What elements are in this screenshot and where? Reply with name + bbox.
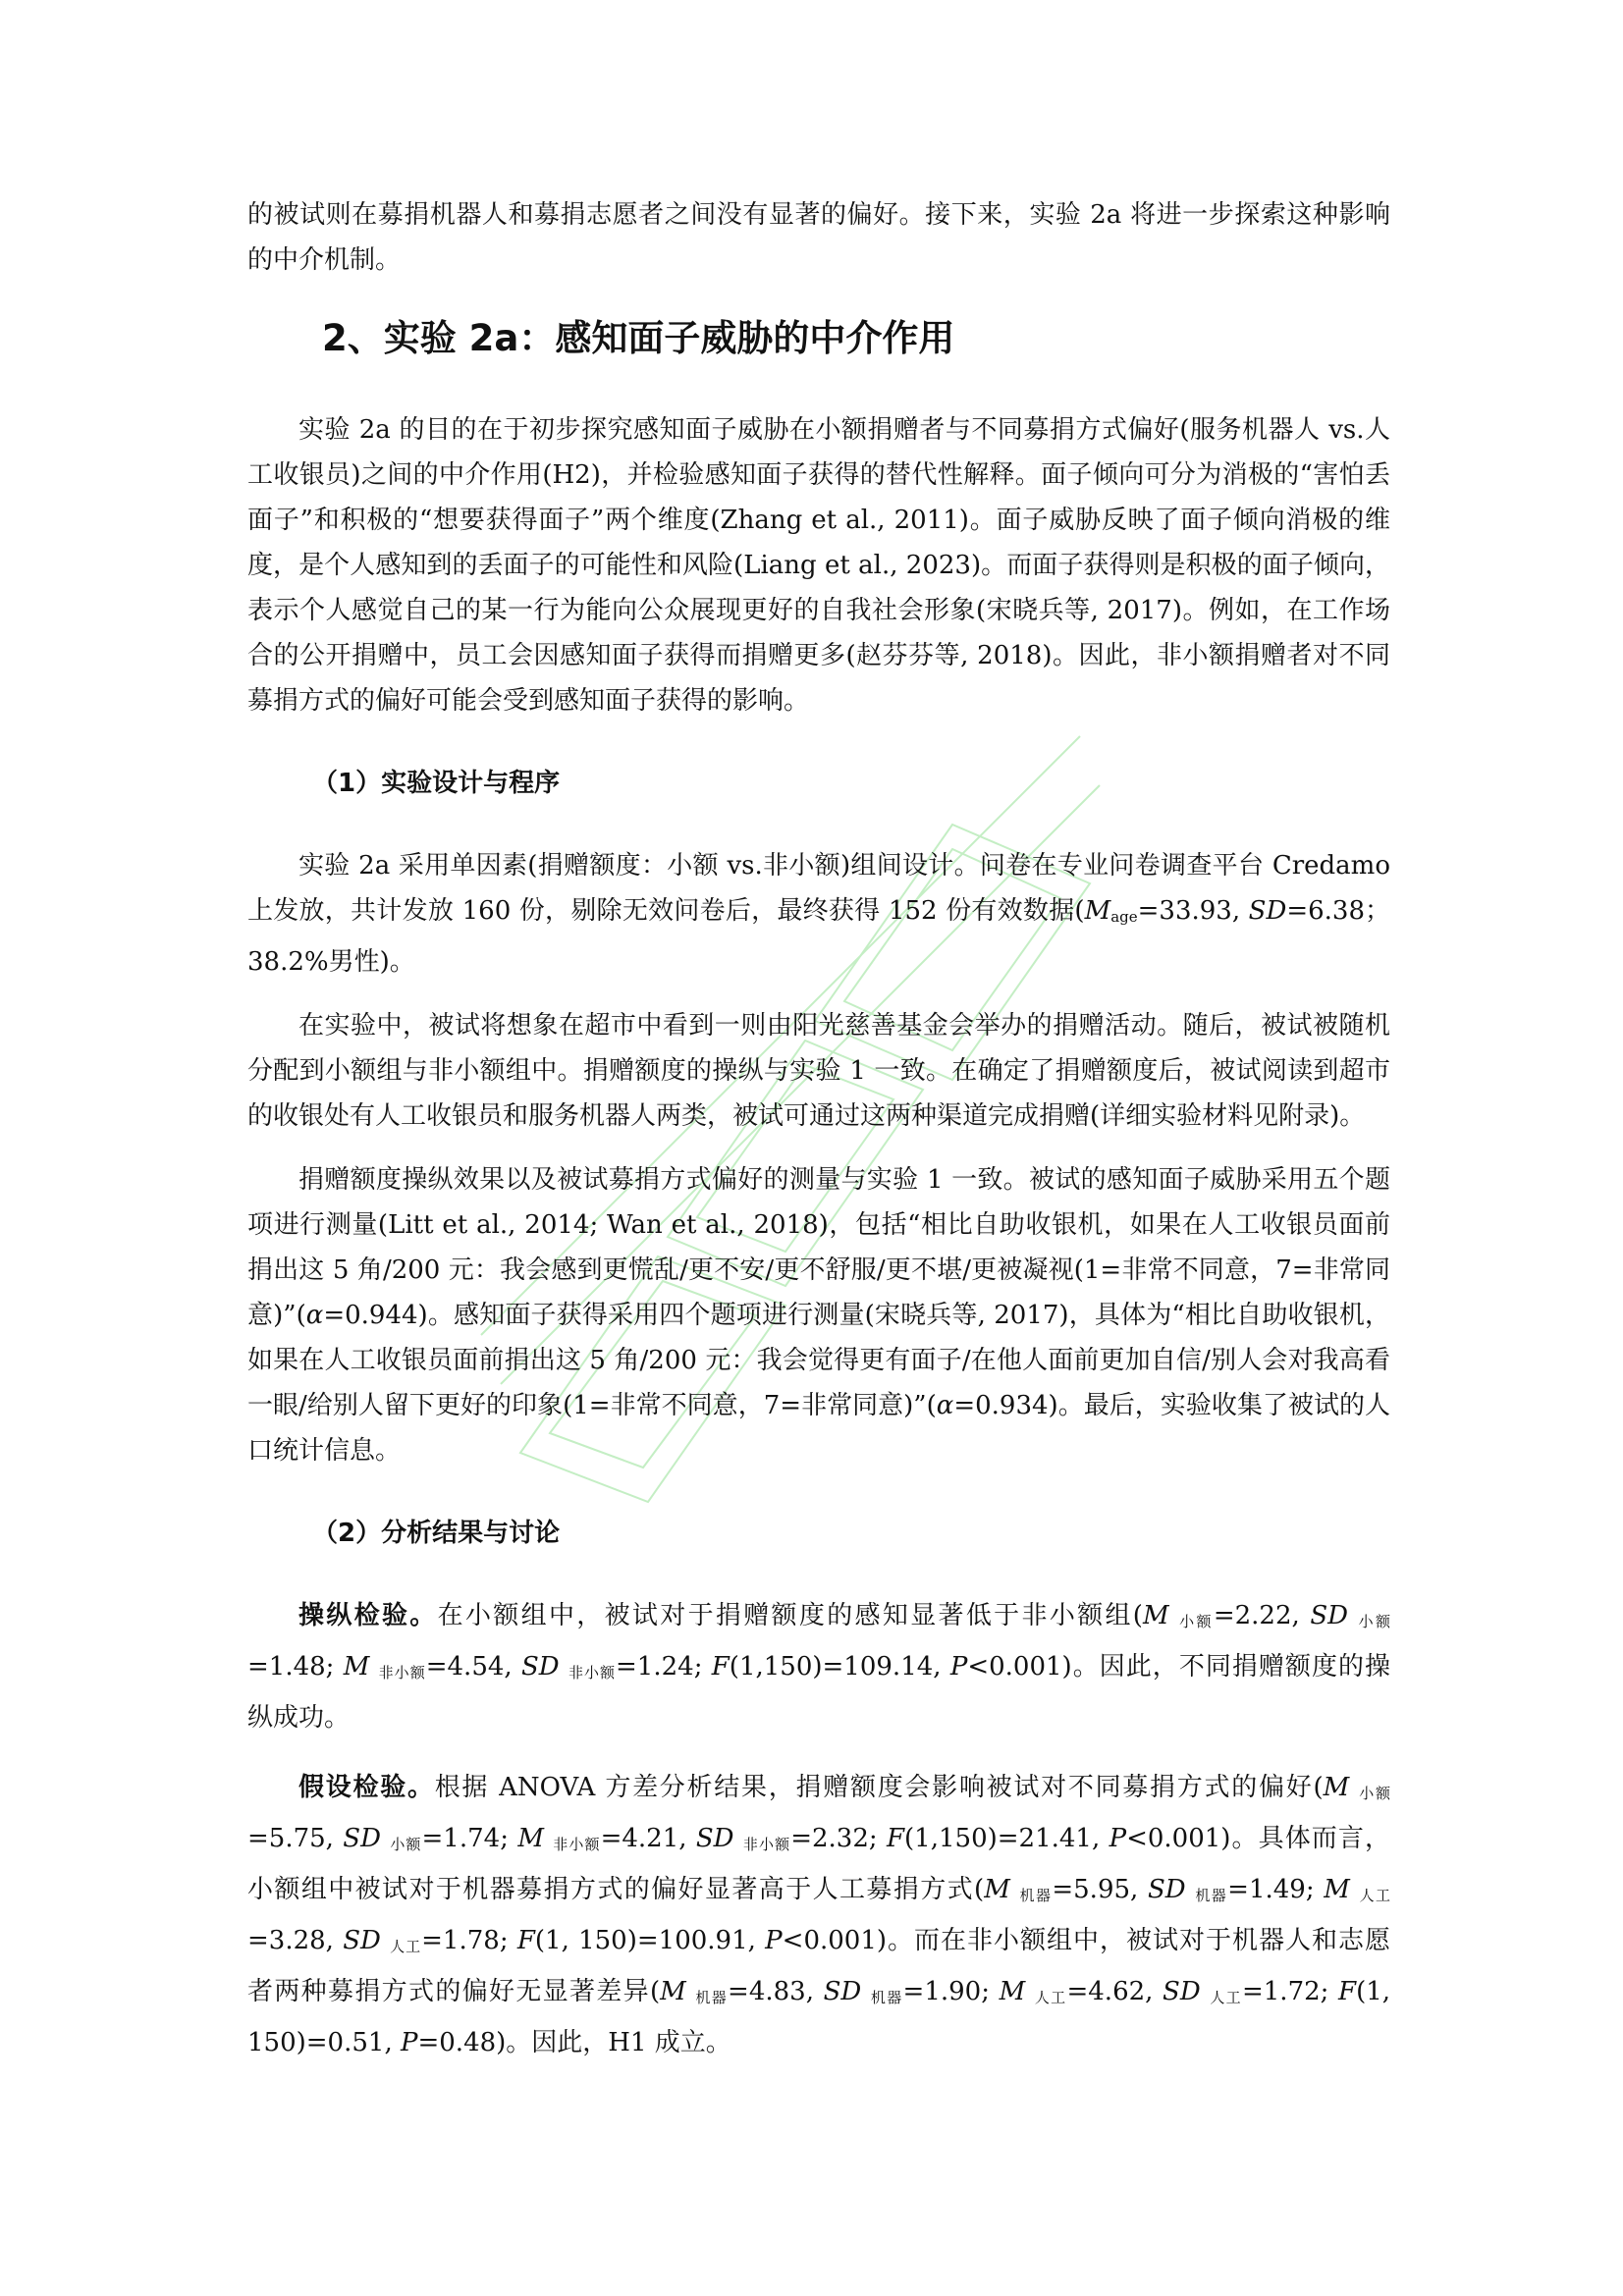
hypothesis-test-paragraph: 假设检验。根据 ANOVA 方差分析结果，捐赠额度会影响被试对不同募捐方式的偏好(M $_{小额}$=5.75, SD $_{小额}$=1.74; M $_{非小额}$=4.21, SD $_{非小额}$=2.32; F(1,150)=21.41, P<0.001)。具体而言，小额组中被试对于机器募捐方式的偏好显著高于人工募捐方式(M $_{机器}$=5.95, SD $_{机器}$=1.49; M $_{人工}$=3.28, SD $_{人工}$=1.78; F(1, 150)=100.91, P<0.001)。而在非小额组中，被试对于机器人和志愿者两种募捐方式的偏好无显著差异(M $_{机器}$=4.83, SD $_{机器}$=1.90; M $_{人工}$=4.62, SD $_{人工}$=1.72; F(1, 150)=0.51, P=0.48)。因此，H1 成立。	[247, 1773, 1391, 2057]
design-paragraph: 实验 2a 采用单因素(捐赠额度：小额 vs.非小额)组间设计。问卷在专业问卷调查平台 Credamo 上发放，共计发放 160 份，剔除无效问卷后，最终获得 152 份有效数据($M_{age}=33.93$, SD=6.38；38.2%男性)。	[247, 851, 1390, 977]
procedure-paragraph: 在实验中，被试将想象在超市中看到一则由阳光慈善基金会举办的捐赠活动。随后，被试被随机分配到小额组与非小额组中。捐赠额度的操纵与实验 1 一致。在确定了捐赠额度后，被试阅读到超市的收银处有人工收银员和服务机器人两类，被试可通过这两种渠道完成捐赠(详细实验材料见附录)。	[247, 1011, 1390, 1131]
intro-tail-paragraph: 的被试则在募捐机器人和募捐志愿者之间没有显著的偏好。接下来，实验 2a 将进一步探索这种影响的中介机制。	[247, 200, 1390, 275]
subsection-heading-results: （2）分析结果与讨论	[312, 1519, 561, 1548]
measures-paragraph: 捐赠额度操纵效果以及被试募捐方式偏好的测量与实验 1 一致。被试的感知面子威胁采用五个题项进行测量(Litt et al., 2014; Wan et al., 2018)，包括“相比自助收银机，如果在人工收银员面前捐出这 5 角/200 元：我会感到更慌乱/更不安/更不舒服/更不堪/更被凝视(1=非常不同意，7=非常同意)”(α=0.944)。感知面子获得采用四个题项进行测量(宋晓兵等, 2017)，具体为“相比自助收银机，如果在人工收银员面前捐出这 5 角/200 元：我会觉得更有面子/在他人面前更加自信/别人会对我高看一眼/给别人留下更好的印象(1=非常不同意，7=非常同意)”(α=0.934)。最后，实验收集了被试的人口统计信息。	[247, 1165, 1390, 1466]
purpose-paragraph: 实验 2a 的目的在于初步探究感知面子威胁在小额捐赠者与不同募捐方式偏好(服务机器人 vs.人工收银员)之间的中介作用(H2)，并检验感知面子获得的替代性解释。面子倾向可分为消极的“害怕丢面子”和积极的“想要获得面子”两个维度(Zhang et al., 2011)。面子威胁反映了面子倾向消极的维度，是个人感知到的丢面子的可能性和风险(Liang et al., 2023)。而面子获得则是积极的面子倾向，表示个人感觉自己的某一行为能向公众展现更好的自我社会形象(宋晓兵等, 2017)。例如，在工作场合的公开捐赠中，员工会因感知面子获得而捐赠更多(赵芬芬等, 2018)。因此，非小额捐赠者对不同募捐方式的偏好可能会受到感知面子获得的影响。	[247, 415, 1390, 716]
page-content	[247, 192, 1390, 2065]
subsection-heading-design: （1）实验设计与程序	[312, 769, 561, 798]
section-heading: 2、实验 2a：感知面子威胁的中介作用	[322, 317, 955, 359]
manipulation-check-paragraph: 操纵检验。在小额组中，被试对于捐赠额度的感知显著低于非小额组(M $_{小额}$=2.22, SD $_{小额}$=1.48; M $_{非小额}$=4.54, SD $_{非小额}$=1.24; F(1,150)=109.14, P<0.001)。因此，不同捐赠额度的操纵成功。	[247, 1601, 1390, 1733]
